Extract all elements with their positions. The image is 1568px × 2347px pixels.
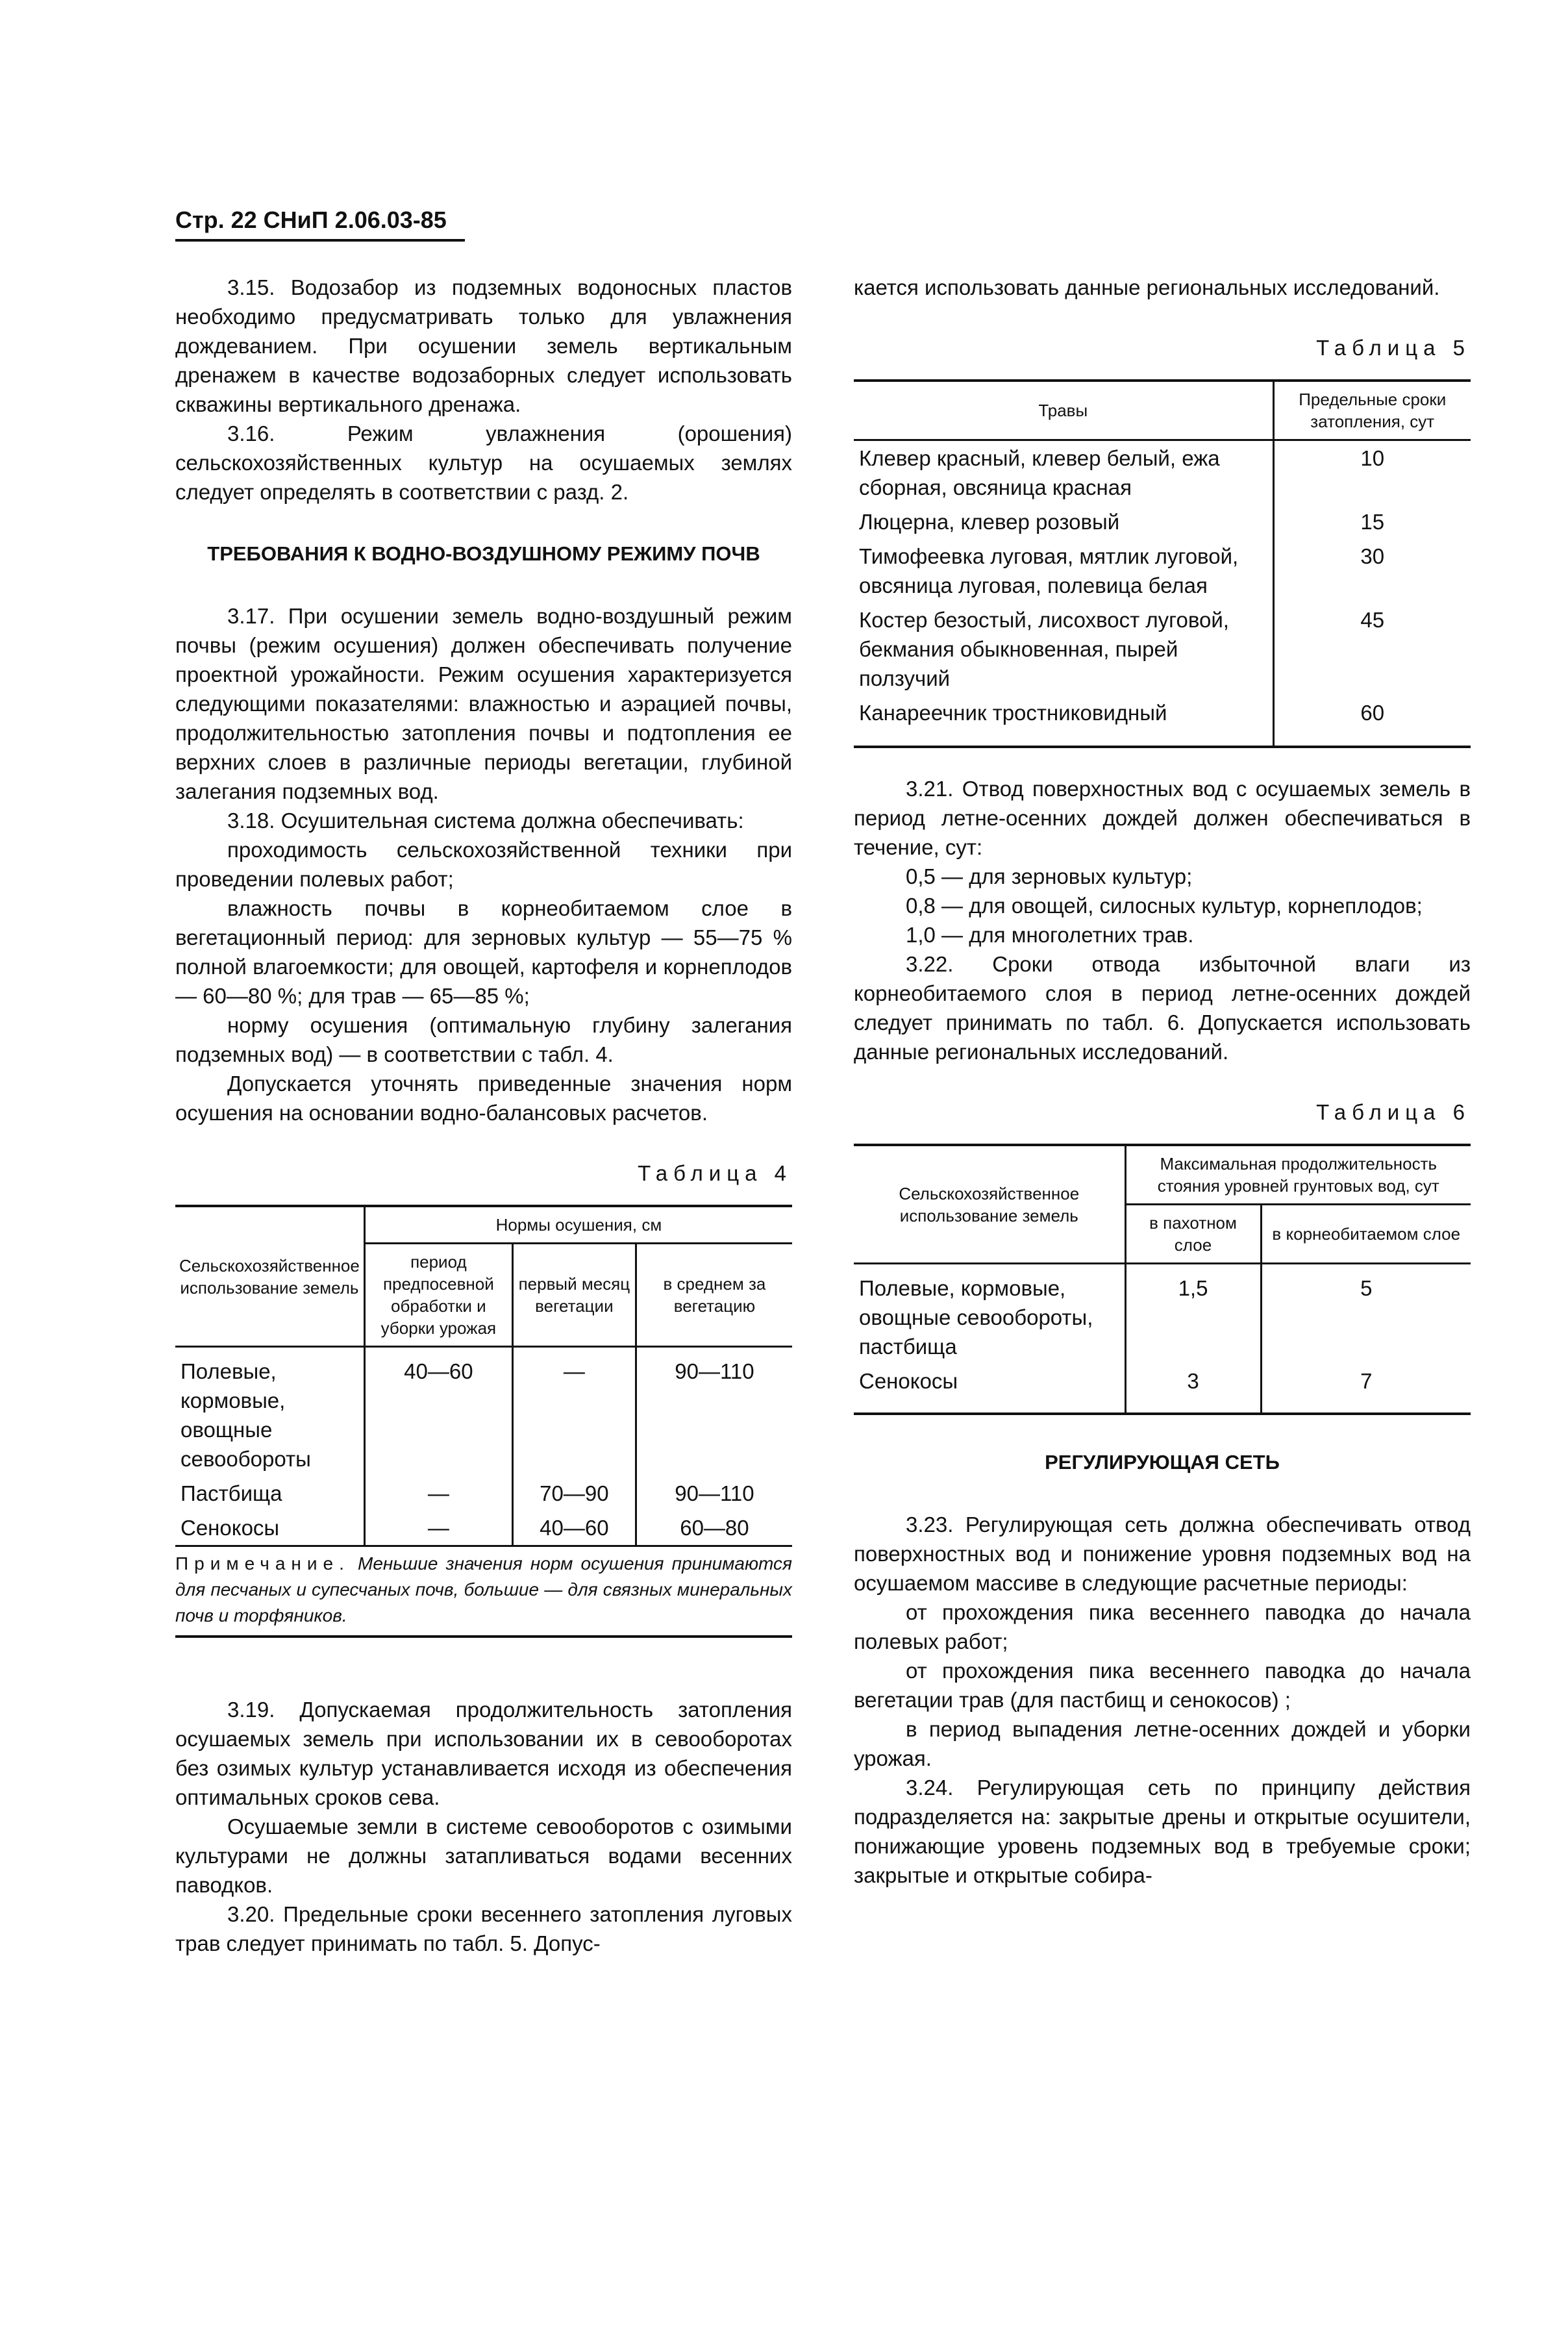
header-rule: [175, 239, 465, 242]
paragraph-3-21: 3.21. Отвод поверхностных вод с осушаемых земель в период летне-осенних дождей должен обеспечиваться в течение, сут:: [854, 777, 1471, 859]
table-row: [854, 440, 1471, 505]
table6-cell-b: 5: [1261, 1271, 1471, 1364]
table6-cell-a: 3: [1125, 1364, 1261, 1398]
table5-cell-grass: Клевер красный, клевер белый, ежа сборная, овсяница красная: [859, 446, 1220, 499]
table4-cell-a: 40—60: [364, 1354, 512, 1476]
table4-cell-c: 60—80: [636, 1511, 792, 1546]
paragraph-3-18-a: проходимость сельскохозяйственной техники при проведении полевых работ;: [175, 838, 792, 891]
table4-header-c: в среднем за вегетацию: [636, 1244, 792, 1347]
table5-cell-days: 60: [1273, 696, 1471, 730]
section-title-regulating-network: РЕГУЛИРУЮЩАЯ СЕТЬ: [1045, 1451, 1280, 1474]
paragraph-3-23-a: от прохождения пика весеннего паводка до начала полевых работ;: [854, 1600, 1471, 1653]
paragraph-3-23-c: в период выпадения летне-осенних дождей и уборки урожая.: [854, 1717, 1471, 1770]
table6-caption: Таблица 6: [1316, 1100, 1471, 1124]
paragraph-3-16: 3.16. Режим увлажнения (орошения) сельскохозяйственных культур на осушаемых землях следует определять в соответствии с разд. 2.: [175, 421, 792, 504]
table5-cell-grass: Люцерна, клевер розовый: [859, 510, 1120, 534]
table4-cell-a: —: [364, 1476, 512, 1511]
table6-cell-use: Сенокосы: [859, 1369, 958, 1393]
paragraph-3-21-b: 0,8 — для овощей, силосных культур, корнеплодов;: [906, 894, 1423, 918]
table6-header-use: Сельскохозяйственное использование земель: [899, 1183, 1080, 1225]
table-row: [854, 1364, 1471, 1398]
table4-cell-c: 90—110: [636, 1354, 792, 1476]
table4-cell-b: 70—90: [512, 1476, 636, 1511]
table5-cell-days: 30: [1273, 539, 1471, 603]
table-row: [175, 1476, 792, 1511]
table4-cell-use: Сенокосы: [180, 1516, 280, 1540]
table5-header-limit: Предельные сроки затопления, сут: [1273, 381, 1471, 440]
table5-caption: Таблица 5: [1316, 336, 1471, 360]
paragraph-3-21-c: 1,0 — для многолетних трав.: [906, 923, 1194, 947]
paragraph-3-17: 3.17. При осушении земель водно-воздушный режим почвы (режим осушения) должен обеспечивать получение проектной урожайности. Режим осушения характеризуется следующими показателями: влажностью и аэрацией почвы, продолжительностью затопления почвы и подтопления ее верхних слоев в различные периоды вегетации, глубиной залегания подземных вод.: [175, 604, 792, 803]
table5-cell-grass: Канареечник тростниковидный: [859, 701, 1167, 725]
table6-cell-use: Полевые, кормовые, овощные севообороты, пастбища: [859, 1276, 1093, 1359]
paragraph-3-18-c: норму осушения (оптимальную глубину залегания подземных вод) — в соответствии с табл. 4.: [175, 1013, 792, 1066]
table5-cell-days: 45: [1273, 603, 1471, 696]
table6-header-b: в корнеобитаемом слое: [1261, 1205, 1471, 1264]
table4-cell-use: Полевые, кормовые, овощные севообороты: [180, 1359, 311, 1471]
table4-cell-b: 40—60: [512, 1511, 636, 1546]
left-column: [175, 273, 792, 1958]
table-6: [854, 1144, 1471, 1415]
paragraph-3-23: 3.23. Регулирующая сеть должна обеспечивать отвод поверхностных вод и понижение уровня подземных вод на осушаемом массиве в следующие расчетные периоды:: [854, 1512, 1471, 1595]
table-row: [854, 1271, 1471, 1364]
table6-header-group: Максимальная продолжительность стояния уровней грунтовых вод, сут: [1125, 1145, 1471, 1205]
table-row: [175, 1354, 792, 1476]
table4-note-label: Примечание.: [175, 1553, 350, 1574]
page-header: Стр. 22 СНиП 2.06.03-85: [175, 207, 447, 233]
table-row: [854, 539, 1471, 603]
paragraph-3-23-b: от прохождения пика весеннего паводка до начала вегетации трав (для пастбищ и сенокосов) ;: [854, 1659, 1471, 1712]
table-row: [854, 696, 1471, 730]
table4-header-use: Сельскохозяйственное использование земель: [179, 1255, 360, 1298]
table4-header-group: Нормы осушения, см: [364, 1206, 792, 1244]
table-row: [175, 1511, 792, 1546]
table5-cell-grass: Тимофеевка луговая, мятлик луговой, овсяница луговая, полевица белая: [859, 544, 1239, 597]
paragraph-3-24: 3.24. Регулирующая сеть по принципу действия подразделяется на: закрытые дрены и открытые осушители, понижающие уровень подземных вод в требуемые сроки; закрытые и открытые собира-: [854, 1776, 1471, 1887]
paragraph-3-20: 3.20. Предельные сроки весеннего затопления луговых трав следует принимать по табл. 5. Допус-: [175, 1902, 792, 1955]
table5-cell-grass: Костер безостый, лисохвост луговой, бекмания обыкновенная, пырей ползучий: [859, 608, 1229, 690]
table4-cell-use: Пастбища: [180, 1481, 282, 1505]
paragraph-3-18: 3.18. Осушительная система должна обеспечивать:: [227, 809, 744, 833]
table-4: [175, 1205, 792, 1638]
table4-cell-c: 90—110: [636, 1476, 792, 1511]
table6-cell-b: 7: [1261, 1364, 1471, 1398]
table4-cell-b: —: [512, 1354, 636, 1476]
paragraph-3-19-b: Осушаемые земли в системе севооборотов с озимыми культурами не должны затапливаться водами весенних паводков.: [175, 1814, 792, 1897]
table4-header-b: первый месяц вегетации: [512, 1244, 636, 1347]
table-row: [854, 505, 1471, 539]
table5-header-grass: Травы: [1038, 401, 1088, 420]
table6-header-a: в пахотном слое: [1125, 1205, 1261, 1264]
table4-note-text: Меньшие значения норм осушения принимаются для песчаных и супесчаных почв, большие — для связных минеральных почв и торфяников.: [175, 1553, 792, 1625]
paragraph-3-15: 3.15. Водозабор из подземных водоносных пластов необходимо предусматривать только для увлажнения дождеванием. При осушении земель вертикальным дренажем в качестве водозаборных следует использовать скважины вертикального дренажа.: [175, 275, 792, 416]
paragraph-3-19: 3.19. Допускаемая продолжительность затопления осушаемых земель при использовании их в севооборотах без озимых культур устанавливается исходя из обеспечения оптимальных сроков сева.: [175, 1698, 792, 1809]
table4-header-a: период предпосевной обработки и уборки урожая: [364, 1244, 512, 1347]
paragraph-3-18-b: влажность почвы в корнеобитаемом слое в вегетационный период: для зерновых культур — 55—75 % полной влагоемкости; для овощей, картофеля и корнеплодов — 60—80 %; для трав — 65—85 %;: [175, 896, 792, 1008]
table4-caption: Таблица 4: [638, 1161, 792, 1185]
paragraph-3-21-a: 0,5 — для зерновых культур;: [906, 864, 1193, 888]
table-5: [854, 379, 1471, 748]
table4-note: [175, 1546, 792, 1637]
table5-cell-days: 15: [1273, 505, 1471, 539]
table4-cell-a: —: [364, 1511, 512, 1546]
right-column: [854, 273, 1471, 1890]
table6-cell-a: 1,5: [1125, 1271, 1261, 1364]
table5-cell-days: 10: [1273, 440, 1471, 505]
paragraph-3-18-d: Допускается уточнять приведенные значения норм осушения на основании водно-балансовых расчетов.: [175, 1072, 792, 1125]
section-title-water-air: ТРЕБОВАНИЯ К ВОДНО-ВОЗДУШНОМУ РЕЖИМУ ПОЧВ: [207, 542, 760, 565]
paragraph-continued: кается использовать данные региональных исследований.: [854, 275, 1440, 299]
paragraph-3-22: 3.22. Сроки отвода избыточной влаги из корнеобитаемого слоя в период летне-осенних дождей следует принимать по табл. 6. Допускается использовать данные региональных исследований.: [854, 952, 1471, 1064]
table-row: [854, 603, 1471, 696]
